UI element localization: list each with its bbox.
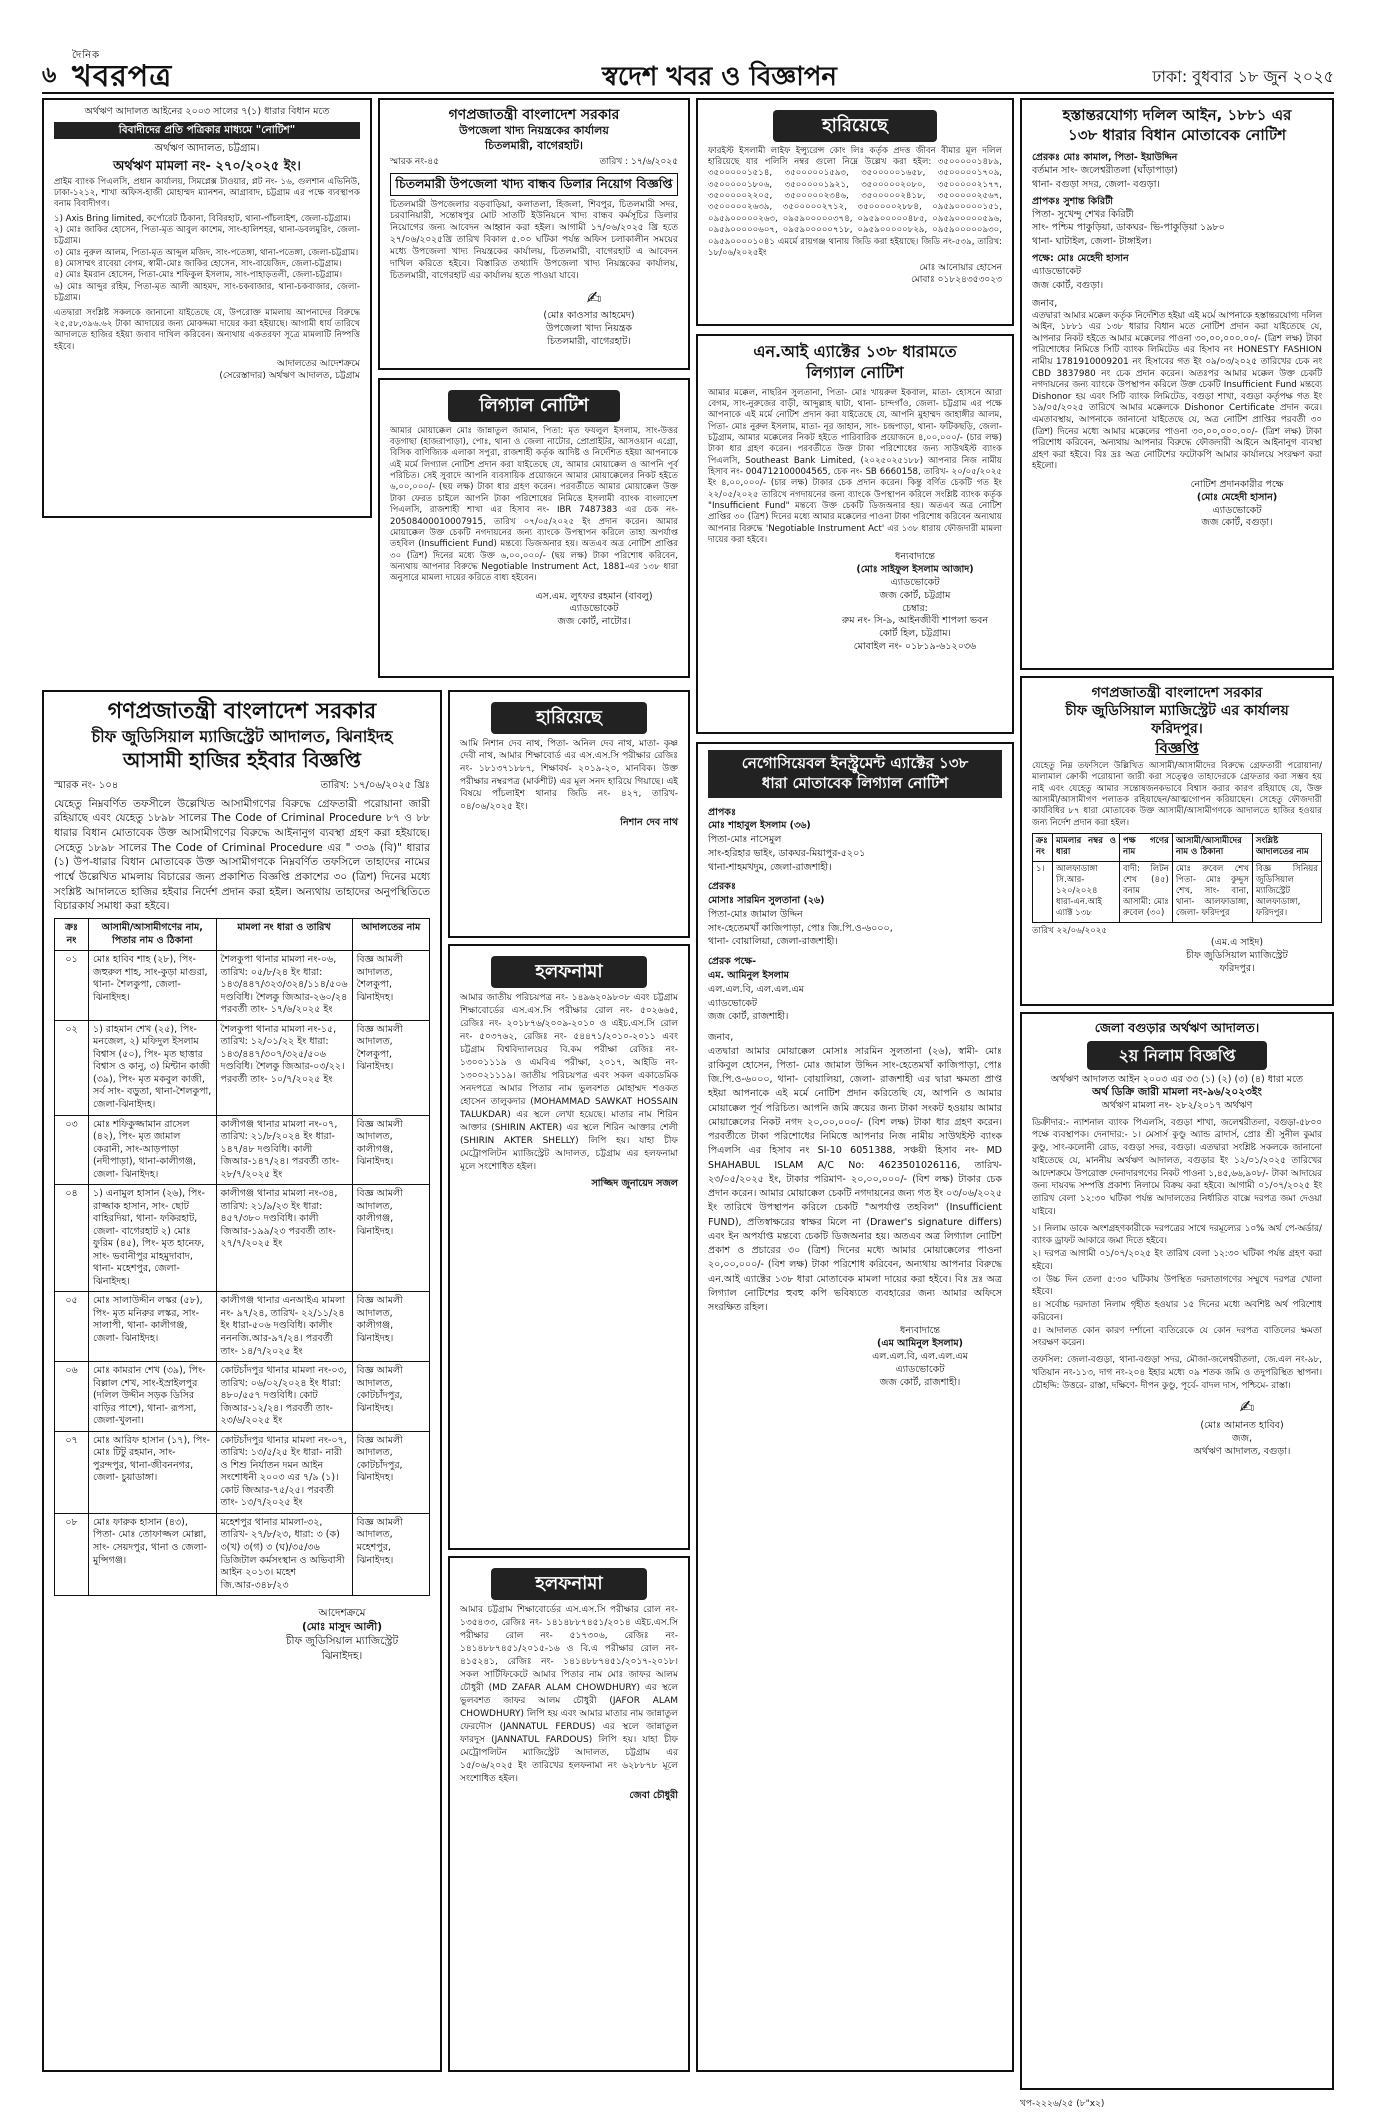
ad13-signature-mark: ✍ xyxy=(1239,1397,1255,1419)
ad7-cell: বিজ্ঞ সিনিয়র জুডিসিয়াল ম্যাজিস্ট্রেট আলফাডাঙ্গা, ফরিদপুর। xyxy=(1252,861,1321,922)
ad4-body: এতদ্বারা আমার মক্কেল কর্তৃক নির্দেশিত হইয়া এই মর্মে আপনাকে হস্তান্তরযোগ্য দলিল আইন, ১৮৮১ এর ১৩৮ ধারার বিধান মতে নোটিশ প্রদান করা যাইতেছে যে, আপনার নিকট হইতে আমার মক্কেলের পাওনা ৩০,০০,০০০.০০/- (ত্রিশ লক্ষ) টাকা পরিশোধের নিমিত্তে সিটি ব্যাংক লিমিটেড এর হিসাব নং HONESTY FASHION নামীয় 1781910009201 নং হিসাবের গত ইং ০৯/০৩/২০২৫ তারিখের চেক নং CBD 3837980 নং চেক প্রদান করেন। অতঃপর আমার মক্কেল উক্ত চেকটি নগদায়নের জন্য ব্যাংকে উপস্থাপন করিলে উক্ত চেকটি Insufficient Fund মন্তব্যে Dishonor হয় এবং সিটি ব্যাংক লিমিটেড, বগুড়া শাখা, বগুড়া কর্তৃপক্ষ গত ইং ১৯/০৫/২০২৫ তারিখে আমার মক্কেলকে Dishonor Certificate প্রদান করে। এমতাবস্থায়, আপনাকে জানানো যাইতেছে যে, অত্র নোটিশ প্রাপ্তির পরবর্তী ৩০ (ত্রিশ) দিনের মধ্যে আমার মক্কেলের পাওনা ৩০,০০,০০০.০০/- (ত্রিশ লক্ষ) টাকা পরিশোধ করিবেন, অন্যথায় আপনার বিরুদ্ধে ফৌজদারী আইনে আইনানুগ ব্যবস্থা গ্রহণ করা হইবে। বিঃ দ্রঃ অত্র নোটিশের ফটোকপি আমার কার্যালয়ে সংরক্ষণ করা হইলো। xyxy=(1032,310,1322,472)
ad8-cell: ০৫ xyxy=(55,1292,89,1362)
ad-legal-notice-natore xyxy=(378,378,690,678)
ad8-cell: ১) এনামুল হাসান (২৬), পিং- রাজ্জাক হাসান, সাং- ছোট বাহিরদিয়া, থানা- ফকিরহাট, জেলা- বাগেরহাট ২) মোঃ ফুরিম (৪৫), পিং- মৃত হানেফ, সাং- ভবানীপুর মাহমুদাবাদ, থানা- মহেশপুর, জেলা-ঝিনাইদহ। xyxy=(89,1185,217,1292)
ad6-sign1: ধন্যবাদান্তে xyxy=(895,551,935,563)
ad13-banner: ২য় নিলাম বিজ্ঞপ্তি xyxy=(1087,1041,1267,1070)
ad7-cell: মোঃ রুবেল শেখ পিতা- মোঃ কুদ্দুস শেখ, সাং- বানা, থানা- আলফাডাঙ্গা, জেলা- ফরিদপুর xyxy=(1172,861,1252,922)
ad8-sign1: আদেশক্রমে xyxy=(318,1607,366,1620)
ad10-sign: সাজ্জিদ জুনায়েদ সজল xyxy=(591,1178,678,1190)
ad13-term: ২। দরপত্র আগামী ০১/০৭/২০২৫ ইং তারিখ বেলা ১২:৩০ ঘটিকা পর্যন্ত গ্রহণ করা হইবে। xyxy=(1032,1249,1322,1272)
ad13-line3: অর্থঋণ মামলা নং- ২৮২/২০১৭ অর্থঋণ xyxy=(1101,1100,1253,1111)
ad2-signature-mark: ✍ xyxy=(586,287,602,309)
ad12-p3d: জজ কোর্ট, রাজশাহী। xyxy=(708,1011,789,1023)
ad-food-dealer-notice xyxy=(378,98,690,370)
ad4-p2: প্রাপকঃ সুশান্ত কিরিটী xyxy=(1032,195,1114,207)
ad2-sign3: চিতলমারী, বাগেরহাট। xyxy=(547,336,631,348)
ad8-cell: মোঃ সালাউদ্দীন লস্কর (৫৮), পিং- মৃত মনিরুর লস্কর, সাং- সালাপী, থানা- কালীগঞ্জ, জেলা- ঝিনাইদহ। xyxy=(89,1292,217,1362)
ad7-table xyxy=(1032,833,1322,923)
ad-code: খপ-২২২৬/২৫ (৮"x২) xyxy=(1020,2099,1105,2109)
ad8-body: যেহেতু নিম্নবর্ণিত তফসীলে উল্লেখিত আসামীগণের বিরুদ্ধে গ্রেফতারী পরোয়ানা জারী রহিয়াছে এবং যেহেতু ১৮৯৮ সালের The Code of Criminal Procedure ৮৭ ও ৮৮ ধারার বিধান মোতাবেক উক্ত আসামীগণের বিরুদ্ধে আইনানুগ ব্যবস্থা গ্রহণ করা হইয়াছে। সেহেতু ১৮৯৮ সালের The Code of Criminal Procedure এর " ৩৩৯ (বি)" ধারার (১) উপ-ধারার বিধান মোতাবেক উক্ত আসামীগণকে নিম্নবর্ণিত তফসিলে তাহাদের নামের পার্শ্বে উল্লেখিত মামলায় বিচারের জন্য প্রকাশিত বিজ্ঞপ্তি প্রকাশের ৩০ (ত্রিশ) দিনের মধ্যে সংশ্লিষ্ট আদালতে হাজির হইবার নির্দেশ প্রদান করা হইল। অন্যথায় তাহাদের অনুপস্থিতিতে বিচারকার্য সমাধা করা হইবে। xyxy=(54,797,430,913)
ad3-banner: হারিয়েছে xyxy=(773,110,938,142)
ad2-title3: চিতলমারী, বাগেরহাট। xyxy=(485,138,583,152)
ad8-cell: ০১ xyxy=(55,951,89,1021)
ad8-cell: বিজ্ঞ আমলী আদালত, কালীগঞ্জ, ঝিনাইদহ। xyxy=(352,1185,429,1292)
ad4-parties xyxy=(1032,151,1322,292)
ad8-cell: কোটচাঁদপুর থানার মামলা নং-০৭, তারিখ: ১৩/৫/২৫ ইং ধারা- নারী ও শিশু নির্যাতন দমন আইন সংশোধনী ২০০৩ এর ৭/৯ (১)। কোট জিআর-৭৫/২৫। পরবর্তী তাং- ১৩/৭/২০২৫ ইং xyxy=(216,1431,352,1513)
table-row xyxy=(55,1020,430,1115)
ad5-sign2: এ্যাডভোকেট xyxy=(569,603,619,615)
ad-lost-insurance xyxy=(696,98,1014,326)
ad4-sign2: (মোঃ মেহেদী হাসান) xyxy=(1196,491,1278,503)
ad11-banner: হলফনামা xyxy=(491,1568,648,1600)
ad10-body: আমার জাতীয় পরিচয়পত্র নং- ১৪৯৬২০৯৮০৮ এবং চট্টগ্রাম শিক্ষাবোর্ডের এস.এস.সি পরীক্ষার রোল নং- ৫০২৬৬৫, রেজিঃ নং- ২০১৮৭৬/২০০৯-২০১০ ও এইচ.এস.সি রোল নং- ৫০৩৭৬২, রেজিঃ নং- ৫৪৪৭১/২০১০-২০১১ এবং চট্টগ্রাম বিশ্ববিদ্যালয়ের বি.কম পরীক্ষা রেজিঃ নং- ১৩০০১১১৯ ও এমবিএ পরীক্ষা, ২০১৭, আইডি নং- ১৩০০২১১১৯। জাতীয় পরিচয়পত্র এবং সকল একাডেমিক সনদপত্রে আমার পিতার নাম ভুলবশত মোহাম্মদ শওকত হোসেন তালুকদার (MOHAMMAD SAWKAT HOSSAIN TALUKDAR) এর স্থলে লেখা হয়েছে। মাতার নাম শিরিন আক্তার (SHIRIN AKTER) এর স্থলে শিরিন আক্তার শেলী (SHIRIN AKTER SHELLY) লিপি হয়। যাহা চীফ মেট্রোপলিটন ম্যাজিস্ট্রেট আদালত, চট্টগ্রাম এর হলফনামা মূলে সংশোধিত হইল। xyxy=(460,992,678,1173)
ad4-sign1: নোটিশ প্রদানকারীর পক্ষে xyxy=(1190,479,1284,491)
ad6-sign6: রুম নং- সি-৯, আইনজীবী শাপলা ভবন xyxy=(841,615,989,627)
ad12-sign1: ধন্যবাদান্তে xyxy=(900,1325,940,1337)
ad1-case: অর্থঋণ মামলা নং- ২৭০/২০২৫ ইং। xyxy=(113,158,301,174)
section-title: স্বদেশ খবর ও বিজ্ঞাপন xyxy=(602,62,837,92)
ad6-title1: এন.আই এ্যাক্টের ১৩৮ ধারামতে xyxy=(753,342,957,361)
ad13-top: জেলা বগুড়ার অর্থঋণ আদালত। xyxy=(1094,1020,1260,1035)
ad12-p1d: থানা-শাহমখদুম, জেলা-রাজশাহী। xyxy=(708,861,832,873)
ad8-sign4: ঝিনাইদহ। xyxy=(321,1649,363,1662)
ad8-cell: কোটচাঁদপুর থানার মামলা নং-০৩, তারিখ: ০৬/০২/২০২৪ ইং ধারা: ৪৮০/৫৫৭ দণ্ডবিধি। কোট জিআর-১২/২৪। পরবর্তী তাং- ২৩/৬/২০২৫ ইং xyxy=(216,1362,352,1432)
ad2-sign2: উপজেলা খাদ্য নিয়ন্ত্রক xyxy=(545,323,632,335)
ad2-title2: উপজেলা খাদ্য নিয়ন্ত্রকের কার্যালয় xyxy=(459,124,609,138)
ad8-cell: বিজ্ঞ আমলী আদালত, কালীগঞ্জ, ঝিনাইদহ। xyxy=(352,1292,429,1362)
ad6-sign2: (মোঃ সাইফুল ইসলাম আজাদ) xyxy=(856,564,974,576)
ad2-body: চিতলমারী উপজেলার বড়বাড়িয়া, কলাতলা, হিজলা, শিবপুর, চিতলমারী সদর, চরবানিয়ারী, সন্তোষপুর মোট সাতটি ইউনিয়নে খাদ্য বান্ধব কর্মসূচির ডিলার নিয়োগের জন্য আবেদন আহ্বান করা হইল। আগামী ১৭/০৬/২০২৫ খ্রি হতে ২৭/০৬/২০২৫খ্রি তারিখ বিকাল ৫.০০ ঘটিকা পর্যন্ত অফিস চলাকালীন সময়ের মধ্যে উপজেলা খাদ্য নিয়ন্ত্রকের কার্যালয়, চিতলমারী, বাগেরহাট এ আবেদন দাখিল করিতে হইবে। বিস্তারিত তথ্যাদি উপজেলা খাদ্য নিয়ন্ত্রকের কার্যালয়, চিতলমারী, বাগেরহাট এর কার্যালয় হতে পাওয়া যাবে। xyxy=(390,199,678,281)
ad13-term: ৪। সর্বোচ্চ দরদাতা নিলাম গৃহীত হওয়ার ১৫ দিনের মধ্যে অবশিষ্ট অর্থ পরিশোধ করিবেন। xyxy=(1032,1300,1322,1323)
ad12-p3c: এ্যাডভোকেট xyxy=(708,997,758,1009)
ad4-p1c: থানা- বগুড়া সদর, জেলা- বগুড়া। xyxy=(1032,178,1160,190)
ad8-cell: মোঃ শফিকুজ্জামান রাসেল (৪২), পিং- মৃত জামাল কেরানী, সাং-আড়পাড়া (নদীপাড়া), থানা-কালীগঞ্জ, জেলা- ঝিনাইদহ। xyxy=(89,1115,217,1185)
ad13-sign2: জজ, xyxy=(1231,1432,1253,1444)
ad1-pre: অর্থঋণ আদালত আইনের ২০০৩ সালের ৭(১) ধারার বিধান মতে xyxy=(84,106,330,117)
ad1-item: ৪) মোসাম্মৎ রাবেয়া বেগম, স্বামী-মোঃ জাকির হোসেন, সাং-বায়েজিদ, জেলা-চট্টগ্রাম। xyxy=(54,259,342,270)
ad1-court: অর্থঋণ আদালত, চট্টগ্রাম। xyxy=(154,143,260,155)
ad12-sign xyxy=(838,1325,1002,1389)
ad12-p2b: পিতা-মোঃ জামাল উদ্দিন xyxy=(708,908,803,920)
ad2-memo: স্মারক নং-৪৫ xyxy=(390,157,440,168)
ad8-cell: বিজ্ঞ আমলী আদালত, শৈলকুপা, ঝিনাইদহ। xyxy=(352,951,429,1021)
ad8-cell: ০৪ xyxy=(55,1185,89,1292)
ad-jhenaidah-notice xyxy=(42,690,442,2072)
ad8-date: তারিখ: ১৭/০৬/২০২৫ খ্রিঃ xyxy=(320,780,430,792)
ad7-col: আসামী/আসামীদের নাম ও ঠিকানা xyxy=(1172,834,1252,861)
ad4-p1b: বর্তমান সাং- জলেশ্বরীতলা (ঘাঁড়াপাড়া) xyxy=(1032,165,1178,177)
ad7-cell: আলফাডাঙ্গা সি.আর- ১২০/২০২৪ ধারা-এন.আই এ্যাক্ট ১৩৮ xyxy=(1052,861,1119,922)
ad13-line1: অর্থঋণ আদালত আইন ২০০৩ এর ৩৩ (১) (২) (৩) (৪) ধারা মতে xyxy=(1050,1073,1304,1085)
ad8-sign xyxy=(254,1606,430,1663)
ad8-cell: ০২ xyxy=(55,1020,89,1115)
ad12-sign5: জজ কোর্ট, রাজশাহী। xyxy=(879,1376,961,1388)
ad7-date: তারিখ ২২/০৬/২০২৫ xyxy=(1032,925,1107,936)
ad13-term: ১। নিলাম ডাকে অংশগ্রহণকারীকে দরপত্রের সাথে দরমূল্যের ১০% অর্থ পে-অর্ডার/ব্যাংক ড্রাফট আকারে জমা দিতে হইবে। xyxy=(1032,1223,1322,1247)
ad4-p1: প্রেরকঃ মোঃ কামাল, পিতা- ইয়াউদ্দিন xyxy=(1032,152,1178,163)
ad13-line2: অর্থ ডিক্রি জারী মামলা নং-৯৬/২০২৩ইং xyxy=(1092,1086,1262,1099)
ad7-col: মামলার নম্বর ও ধারা xyxy=(1052,834,1119,861)
table-row xyxy=(55,951,430,1021)
ad8-cell: মোঃ আরিফ হাসান (১৭), পিং- মোঃ টিটু রহমান, সাং- পুরন্দপুর, থানা-জীবননগর, জেলা- চুয়াডাঙ্গা। xyxy=(89,1431,217,1513)
table-row xyxy=(55,1115,430,1185)
ad-auction-notice xyxy=(1020,1012,1334,2090)
table-row xyxy=(55,1513,430,1595)
ad8-memo-row xyxy=(54,779,430,792)
ad7-cell: ১। xyxy=(1033,861,1053,922)
ad11-sign: জেবা চৌধুরী xyxy=(629,1790,678,1802)
ad7-col: সংশ্লিষ্ট আদালতের নাম xyxy=(1252,834,1321,861)
ad8-cell: মোঃ হাবিব শাহ (২৮), পিং- জহুরুল শাহ, সাং-কুড়া মাগুরা, থানা- শৈলকুপা, জেলা- ঝিনাইদহ। xyxy=(89,951,217,1021)
ad8-memo: স্মারক নং- ১০৪ xyxy=(54,780,119,792)
ad12-p1: প্রাপকঃ xyxy=(708,806,737,818)
ad6-body: আমার মক্কেল, নাছরিন সুলতানা, পিতা- মোঃ খায়রুল ইকবাল, মাতা- হোসনে আরা বেগম, সাং-নুরুজের বাড়ী, আব্দুল্লাহ ঘাটা, থানা- চান্দগাঁও, জেলা- চট্টগ্রাম এর পক্ষে আপনাকে এই মর্মে নোটিশ প্রদান করা যাইতেছে যে, আপনি মুহাম্মদ জাহাঙ্গীর আলম, পিতা- মোঃ নুরুল ইসলাম, মাতা- নূর জাহান, সাং- চন্দ্রপাড়া, থানা- ফটিকছড়ি, জেলা- চট্টগ্রাম, আমার মক্কেলের নিকট হইতে পারিবারিক প্রয়োজনে ৪,০০,০০০/- (চার লক্ষ) টাকা ধার গ্রহণ করেন। পরবর্তীতে উক্ত টাকা পরিশোধের জন্য সাউথইস্ট ব্যাংক পিএলসি, Southeast Bank Limited, (২০২৫০২৫১৮৮) আপনার নিজ নামীয় হিসাব নং- 004712100004565, চেক নং- SB 6660158, তারিখ- ২০/০৫/২০২৫ ইং ৪,০০,০০০/- (চার লক্ষ) টাকার চেক প্রদান করেন। কিন্তু বর্ণিত চেকটি গত ইং ২২/০৫/২০২৫ তারিখে নগদায়নের জন্য ব্যাংকে উপস্থাপন করিলে সংশ্লিষ্ট ব্যাংক কর্তৃক "Insufficient Fund" মন্তব্যে উক্ত চেকটি ডিজঅনার হয়। অতএব অত্র নোটিশ প্রাপ্তির ৩০ (ত্রিশ) দিনের মধ্যে আমার মক্কেলের পাওনা টাকা পরিশোধ করিবেন অন্যথায় আপনার বিরুদ্ধে 'Negotiable Instrument Act' এর ১৩৮ ধারায় ফৌজদারী মামলা দায়ের করা হইবে। xyxy=(708,387,1002,546)
page-number: ৬ xyxy=(42,63,57,88)
ad9-banner: হারিয়েছে xyxy=(491,702,648,734)
ad-ni-act-notice-ctg xyxy=(696,334,1014,734)
page-header xyxy=(42,52,1334,92)
ad4-title2: ১৩৮ ধারার বিধান মোতাবেক নোটিশ xyxy=(1067,125,1287,144)
ad8-cell: কালীগঞ্জ থানার মামলা নং-০৭, তারিখ: ২১/৮/২০২৪ ইং ধারা- ১৪৭/৪৮ দণ্ডবিধি। কালী জিআর-১৪৭/২৪। পরবর্তী তাং- ২৮/৭/২০২৫ ইং xyxy=(216,1115,352,1185)
ad8-rows xyxy=(55,951,430,1596)
ad3-phone: মোবাঃ ০১৮২৪৩৫৩০২৩ xyxy=(911,275,1002,286)
ad8-col: মামলা নং ধারা ও তারিখ xyxy=(216,919,352,951)
ad12-title1: নেগোসিয়েবল ইনস্ট্রুমেন্ট এ্যাক্টের ১৩৮ xyxy=(741,754,969,772)
ad7-title2: চীফ জুডিসিয়াল ম্যাজিস্ট্রেট এর কার্যালয় xyxy=(1065,703,1289,720)
ad12-greeting: জনাব, xyxy=(708,1032,734,1044)
ad13-term: ৫। আদালত কোন কারণ দর্শানো ব্যতিরেকে যে কোন দরপত্র বাতিলের ক্ষমতা সংরক্ষণ করেন। xyxy=(1032,1325,1322,1349)
ad1-banner: বিবাদীদের প্রতি পত্রিকার মাধ্যমে "নোটিশ" xyxy=(54,122,360,140)
ad12-p2d: থানা- বোয়ালিয়া, জেলা-রাজশাহী। xyxy=(708,936,838,948)
ad9-sign: নিশান দেব নাথ xyxy=(620,817,678,829)
ad2-sign xyxy=(500,310,678,348)
ad12-p3b: এল.এল.বি, এল.এল.এম xyxy=(708,983,804,995)
ad8-cell: ০৮ xyxy=(55,1513,89,1595)
ad7-cell: বাদী: লিটন শেখ (৪৫) বনাম আসামী: মোঃ রুবেল (৩০) xyxy=(1119,861,1172,922)
ad6-sign7: কোর্ট হিল, চট্টগ্রাম। xyxy=(879,628,951,640)
ad7-sign1: (এম.এ সাইদ) xyxy=(1210,937,1264,948)
ad6-sign xyxy=(828,551,1002,654)
ad7-sign2: চীফ জুডিসিয়াল ম্যাজিস্ট্রেট xyxy=(1186,949,1288,961)
ad8-col: আদালতের নাম xyxy=(352,919,429,951)
ad8-title1: গণপ্রজাতন্ত্রী বাংলাদেশ সরকার xyxy=(107,699,377,724)
ad12-p1c: সাং-হরিহার ভাইং, ডাকঘর-মিয়াপুর-৫২০১ xyxy=(708,847,866,859)
table-row xyxy=(55,1362,430,1432)
ad4-p2d: থানা- ঘাটাইল, জেলা- টাঙ্গাইল। xyxy=(1032,235,1152,247)
ad10-banner: হলফনামা xyxy=(491,956,648,988)
ad7-banner: বিজ্ঞপ্তি xyxy=(1155,738,1199,757)
ad13-term: ৩। উচ্চ দিন তেলা ৫:৩০ ঘটিকায় উপস্থিত দরদাতাগণের সম্মুখে দরপত্র খোলা হইবে। xyxy=(1032,1274,1322,1298)
ad7-col: ক্রঃ নং xyxy=(1033,834,1053,861)
ad2-title1: গণপ্রজাতন্ত্রী বাংলাদেশ সরকার xyxy=(448,107,620,123)
ad6-sign3: এ্যাডভোকেট xyxy=(890,577,940,589)
ad8-cell: ০৭ xyxy=(55,1431,89,1513)
ad9-body: আমি নিশান দেব নাথ, পিতা- অনিল দেব নাথ, মাতা- কৃষ্ণ দেবী নাথ, আমার শিক্ষাবোর্ড এর এস.এস.সি পরীক্ষার রেজিঃ নং- ১৮১৩৭১৮৮৭, শিক্ষাবর্ষ- ২০১৯-২০, মানবিক। উক্ত পরীক্ষার নম্বরপত্র (মার্কশীট) এর মূল সনদ হারিয়ে গিয়াছে। এই বিষয়ে পাঁচলাইশ থানার জিডি নং- ৪২৭, তারিখ- ০৪/০৬/২০২৫ ইং। xyxy=(460,738,678,812)
ad13-sign3: অর্থঋণ আদালত, বগুড়া। xyxy=(1193,1445,1291,1457)
ad8-cell: কালীগঞ্জ থানার এনআইএ মামলা নং- ৯৭/২৪, তারিখ- ২২/১১/২৪ ইং ধারা-৫০৬ দণ্ডবিধি। কালীং নননজি.আর-৯৭/২৪। পরবর্তী তাং- ১৪/৭/২০২৫ ইং xyxy=(216,1292,352,1362)
masthead-text: খবরপত্র xyxy=(72,59,173,94)
ad4-greeting: জনাব, xyxy=(1032,297,1058,309)
ad7-sign3: ফরিদপুর। xyxy=(1219,962,1255,974)
ad8-cell: মোঃ ফারুক হাসান (৪৩), পিতা- মোঃ তোফাজ্জল মোল্লা, সাং- সেয়দপুর, থানা ও জেলা- মুন্সিগঞ্জ। xyxy=(89,1513,217,1595)
ad8-cell: বিজ্ঞ আমলী আদালত, মহেশপুর, ঝিনাইদহ। xyxy=(352,1513,429,1595)
ad13-schedule: তফসিল: জেলা-বগুড়া, থানা-বগুড়া সদর, মৌজা-জলেশ্বরীতলা, জে.এল নং-৯৮, খতিয়ান নং-১১৩, দাগ নং-২০৪ ইহার মধ্যে ০৯ শতক জমি ও তদুপরিস্থিত স্থাপনা। চৌহদ্দি: উত্তরে- রাস্তা, দক্ষিণে- দীপন কুণ্ডু, পূর্বে- বাদল দাস, পশ্চিমে- রাস্তা। xyxy=(1032,1355,1322,1391)
ad3-body: ফারইস্ট ইসলামী লাইফ ইন্স্যুরেন্স কোং লিঃ কর্তৃক প্রদত্ত জীবন বীমার মূল দলিল হারিয়েছে যার পলিসি নম্বর গুলো নিম্নে উল্লেখ করা হইল: ৩৫০০০০০১৪৮৯, ৩৫০০০০০১৫১৪, ৩৫০০০০০১৫৯৩, ৩৫০০০০০১৬৫৮, ৩৫০০০০০১৭০৯, ৩৫০০০০০১৮০৬, ৩৫০০০০০১৯২১, ৩৫০০০০০২০৮০, ৩৫০০০০০২১৭৭, ৩৫০০০০০২২০৫, ৩৫০০০০০২৩৪৬, ৩৫০০০০০২৪১৮, ৩৫০০০০০২৫৬৭, ৩৫০০০০০২৬৩৯, ৩৫০০০০০২৭১২, ৩৫০০০০০২৮৮৪, ০৯৫৯০০০০০১৫১, ০৯৫৯০০০০০২৬৩, ০৯৫৯০০০০০৩৭৪, ০৯৫৯০০০০০৪৮৫, ০৯৫৯০০০০০৫৯৬, ০৯৫৯০০০০০৬০৭, ০৯৫৯০০০০০৭১৮, ০৯৫৯০০০০০৮২৯, ০৯৫৯০০০০০৯৩০, ০৯৫৯০০০০১০৪১ এমর্মে রায়গঞ্জ থানায় জিডি করা হইয়াছে। জিডি নং-৫৩৯, তারিখ: ১৮/০৬/২০২৫ইং xyxy=(708,145,1002,258)
ad12-p2: প্রেরকঃ xyxy=(708,881,736,893)
ad4-sign xyxy=(1152,479,1322,530)
ad7-title1: গণপ্রজাতন্ত্রী বাংলাদেশ সরকার xyxy=(1091,685,1263,701)
ad8-cell: বিজ্ঞ আমলী আদালত, কোটচাঁদপুর, ঝিনাইদহ। xyxy=(352,1362,429,1432)
ad4-p2b: পিতা- সুখেন্দু শেখর কিরিটী xyxy=(1032,209,1134,221)
ad12-p1a: মোঃ শাহাবুল ইসলাম (৩৬) xyxy=(708,820,811,832)
ad1-body: প্রাইম ব্যাংক পিএলসি, প্রধান কার্যালয়, সিমপ্লেক্স টাওয়ার, প্লট নং- ১৬, গুলশান এভিনিউ, ঢাকা-১২১২, শাখা অফিস-হাজী মোহাম্মদ ম্যানশন, আগ্রাবাদ, চট্টগ্রাম এর পক্ষে ব্যবস্থাপক বনাম বিবাদীগণ। xyxy=(54,176,360,210)
ad1-defendants xyxy=(54,214,360,305)
ad8-cell: কালীগঞ্জ থানার মামলা নং-৩৪, তারিখ: ২১/৯/২৩ ইং ধারা: ৪৫৭/৩৮০ দণ্ডবিধি। কালী জিআর-১৯৯/২৩ পরবর্তী তাং- ২৭/৭/২০২৫ ইং xyxy=(216,1185,352,1292)
ad13-terms xyxy=(1032,1223,1322,1351)
ad-ni-act-notice-rajshahi xyxy=(696,742,1014,2072)
ad-affidavit-2 xyxy=(448,1556,690,2072)
ad4-p3c: জজ কোর্ট, বগুড়া। xyxy=(1032,279,1104,291)
ad-lost-marksheet xyxy=(448,690,690,938)
table-row xyxy=(55,1292,430,1362)
ad1-item: ২) মোঃ জাকির হোসেন, পিতা-মৃত আবুল কাশেম, সাং-হালিশহর, থানা-ডবলমুরিং, জেলা-চট্টগ্রাম। xyxy=(54,225,360,247)
ad5-sign3: জজ কোর্ট, নাটোর। xyxy=(557,616,631,628)
ad12-p3: প্রেরক পক্ষে- xyxy=(708,956,757,968)
ad1-closing: এতদ্বারা সংশ্লিষ্ট সকলকে জানানো যাইতেছে যে, উপরোক্ত মামলায় আপনাদের বিরুদ্ধে ২৫,৫৮,৩৯৬.৬২ টাকা আদায়ের জন্য মোকদ্দমা দায়ের করা হইয়াছে। আগামী ধার্য তারিখে আদালতে হাজির হইয়া জবাব দাখিল করিবেন। অন্যথায় একতরফা সূত্রে মামলাটি নিষ্পত্তি হইবে। xyxy=(54,307,360,352)
ad3-sign: মোঃ আনোয়ার হোসেন xyxy=(919,263,1002,274)
ad4-p3: পক্ষে: মোঃ মেহেদী হাসান xyxy=(1032,253,1129,265)
ad13-sign1: (মোঃ আমানত হাবিব) xyxy=(1200,1420,1284,1432)
ad12-p1b: পিতা-মোঃ নাসেমুল xyxy=(708,834,782,846)
ad8-cell: মহেশপুর থানার মামলা-৩২, তারিখ- ২৭/৮/২৩, ধারা: ৩ (ক) ৩(খ) ৩(গ) ৩ (ঘ)/৩৫/৩৬ ডিজিটাল কর্মসংস্থান ও অভিবাসী আইন ২০১৩। মহেশ জি.আর-৩৪৮/২৩ xyxy=(216,1513,352,1595)
ad12-title-block xyxy=(708,750,1002,798)
ad7-sign xyxy=(1152,937,1322,975)
ad2-heading: চিতলমারী উপজেলা খাদ্য বান্ধব ডিলার নিয়োগ বিজ্ঞপ্তি xyxy=(390,173,678,196)
ad6-sign5: চেম্বার: xyxy=(902,602,928,614)
ad7-title3: ফরিদপুর। xyxy=(1151,721,1203,738)
header-rule xyxy=(42,92,1334,94)
ad12-p2c: সাং-হেতেমখাঁ কাজিপাড়া, পোঃ জি.পি.ও-৬০০০, xyxy=(708,922,893,934)
ad4-sign4: জজ কোর্ট, বগুড়া। xyxy=(1201,517,1273,529)
ad12-parties xyxy=(708,806,1002,1024)
ad5-sign xyxy=(510,591,678,629)
ad1-item: ৫) মোঃ ইমরান হোসেন, পিতা-মোঃ শফিকুল ইসলাম, সাং-পাহাড়তলী, জেলা-চট্টগ্রাম। xyxy=(54,270,343,281)
ad12-p3a: এম. আমিনুল ইসলাম xyxy=(708,970,789,982)
ad8-cell: ০৩ xyxy=(55,1115,89,1185)
ad4-p3b: এ্যাডভোকেট xyxy=(1032,266,1082,278)
ad-affidavit-1 xyxy=(448,944,690,1550)
ad12-title2: ধারা মোতাবেক লিগ্যাল নোটিশ xyxy=(761,773,949,792)
ad8-cell: শৈলকুপা থানার মামলা নং-১৫, তারিখ: ১২/০১/২২ ইং ধারা: ১৪৩/৪৪৭/৩০৭/৩২৫/৫০৬ দণ্ডবিধি। শৈলকু জিআর-০৩/২২। পরবর্তী তাং- ১০/৭/২০২৫ ইং xyxy=(216,1020,352,1115)
ad8-col: আসামী/আসামীগণের নাম, পিতার নাম ও ঠিকানা xyxy=(89,919,217,951)
ad12-p2a: মোসাঃ সারমিন সুলতানা (২৬) xyxy=(708,895,825,907)
ad4-sign3: এ্যাডভোকেট xyxy=(1212,504,1262,516)
ad2-sign1: (মোঃ কাওসার আহমেদ) xyxy=(543,310,635,322)
ad8-cell: শৈলকুপা থানার মামলা নং-০৬, তারিখ: ০৫/৮/২৪ ইং ধারা: ১৪৩/৪৪৭/৩২৩/৩২৪/১১৪/৫০৬ দণ্ডবিধি। শৈলকু জিআর-২৬০/২৪ পরবর্তী তাং- ১৭/৬/২০২৫ ইং xyxy=(216,951,352,1021)
ad8-col: ক্রঃ নং xyxy=(55,919,89,951)
ad8-title2: চীফ জুডিসিয়াল ম্যাজিস্ট্রেট আদালত, ঝিনাইদহ xyxy=(91,726,393,746)
masthead-logo xyxy=(72,52,172,103)
ad4-p2c: সাং- পশ্চিম পাকুড়িয়া, ডাকঘর- ভি-পাকুড়িয়া ১৯৮০ xyxy=(1032,222,1225,234)
ad1-sign1: আদালতের আদেশক্রমে xyxy=(276,358,360,369)
ad8-cell: বিজ্ঞ আমলী আদালত, কালীগঞ্জ, ঝিনাইদহ। xyxy=(352,1115,429,1185)
ad4-title1: হস্তান্তরযোগ্য দলিল আইন, ১৮৮১ এর xyxy=(1062,106,1292,124)
table-row xyxy=(55,1185,430,1292)
ad6-sign8: মোবাইল নং- ০১৮১৯-৬১২০৩৬ xyxy=(853,641,977,653)
ad8-cell: বিজ্ঞ আমলী আদালত, কোটচাঁদপুর, ঝিনাইদহ। xyxy=(352,1431,429,1513)
ad-deed-138-notice xyxy=(1020,98,1334,670)
ad8-table xyxy=(54,918,430,1596)
ad2-memo-row xyxy=(390,157,678,169)
ad2-date: তারিখ : ১৭/৬/২০২৫ xyxy=(599,157,678,168)
ad12-sign2: (এম আমিনুল ইসলাম) xyxy=(877,1338,963,1350)
ad5-body: আমার মোয়াক্কেল মোঃ জান্নাতুল জামান, পিতা: মৃত ফযলুল ইসলাম, সাং-উত্তর বড়গাছা (হাজরাপাড়া), পোঃ, থানা ও জেলা নাটোর, প্রোপ্রাইটর, আসওয়ান এগ্রো, বিসিক বাণিজ্যিক এলাকা সপুরা, রাজশাহী কর্তৃক আদিষ্ট ও নির্দেশিত হইয়া আপনাকে এই মর্মে লিগ্যাল নোটিশ প্রদান করা যাইতেছে যে, আমার মোয়াক্কেল ও আপনি পূর্ব পরিচিত। সেই সুবাদে আপনি ব্যবসায়িক প্রয়োজনে আমার মোয়াক্কেলের নিকট হইতে ৬,০০,০০০/- (ছয় লক্ষ) টাকা ধার গ্রহণ করেন। পরবর্তীতে আমার মোয়াক্কেল উক্ত টাকা ফেরত চাইলে আপনি টাকা পরিশোধের নিমিত্তে ইসলামী ব্যাংক বাংলাদেশ পিএলসি, রাজশাহী শাখা এর হিসাব নং- IBR 7487383 এর চেক নং- 20508400010007915, তারিখ ০৭/০৫/২০২৫ ইং প্রদান করেন। আমার মোয়াক্কেল উক্ত চেকটি নগদায়নের জন্য ব্যাংকে উপস্থাপন করিলে তাহা অপর্যাপ্ত তহবিল (Insufficient Fund) মন্তব্যে ডিজঅনার হয়। অতএব অত্র নোটিশ প্রাপ্তির ৩০ (ত্রিশ) দিনের মধ্যে উক্ত ৬,০০,০০০/- (ছয় লক্ষ) টাকা পরিশোধ করিবেন, অন্যথায় আপনার বিরুদ্ধে Negotiable Instrument Act, 1881-এর ১৩৮ ধারা অনুসারে মামলা দায়ের করিতে বাধ্য হইবেন। xyxy=(390,425,678,584)
table-row xyxy=(55,1431,430,1513)
ad6-sign4: জজ কোর্ট, চট্টগ্রাম xyxy=(879,589,951,601)
ad-arthorin-notice xyxy=(42,98,372,518)
ad13-sign xyxy=(1162,1420,1322,1458)
ad1-item: ১) Axis Bring limited, কর্পোরেট ঠিকানা, বিবিরহাট, থানা-পাঁচলাইশ, জেলা-চট্টগ্রাম। xyxy=(54,213,351,224)
ad8-cell: মোঃ কামরান শেখ (৩৯), পিং- বিল্লাল শেখ, সাং-ইস্রাইলপুর (দলিল উদ্দীন সড়ক ডিসির বাড়ির পাশে), থানা- রূপসা, জেলা-খুলনা। xyxy=(89,1362,217,1432)
ad-faridpur-notice xyxy=(1020,676,1334,1006)
ad8-cell: বিজ্ঞ আমলী আদালত, শৈলকুপা, ঝিনাইদহ। xyxy=(352,1020,429,1115)
ad5-banner: লিগ্যাল নোটিশ xyxy=(448,390,621,422)
ad1-item: ৬) মোঃ আব্দুর রহিম, পিতা-মৃত আলী আহমদ, সাং-চকবাজার, থানা-চকবাজার, জেলা-চট্টগ্রাম। xyxy=(54,281,360,304)
ad8-title3: আসামী হাজির হইবার বিজ্ঞপ্তি xyxy=(123,748,361,773)
ad1-item: ৩) মোঃ নুরুল আলম, পিতা-মৃত আব্দুল মজিদ, সাং-পতেঙ্গা, থানা-পতেঙ্গা, জেলা-চট্টগ্রাম। xyxy=(54,247,359,258)
ad6-title2: লিগ্যাল নোটিশ xyxy=(806,362,904,382)
dateline: ঢাকা: বুধবার ১৮ জুন ২০২৫ xyxy=(1152,67,1334,86)
ad5-sign1: এস.এম. লুৎফর রহমান (বাবলু) xyxy=(535,590,653,602)
table-row xyxy=(1033,861,1322,922)
ad12-sign3: এল.এল.বি, এল.এল.এম xyxy=(872,1350,968,1362)
ad12-body: এতদ্বারা আমার মোয়াক্কেল মোসাঃ সারমিন সুলতানা (২৬), স্বামী- মোঃ রাকিবুল হোসেন, পিতা- মোঃ জামাল উদ্দিন সাং-হেতেমখাঁ কাজিপাড়া, পোঃ জি.পি.ও-৬০০০, থানা- বোয়ালিয়া, জেলা- রাজশাহী এর দ্বারা ক্ষমতা প্রাপ্ত হইয়া আপনাকে এই মর্মে নোটিশ প্রদান করিতেছি যে, আপনি ও আমার মোয়াক্কেল পূর্ব পরিচিত। আপনি জমি ক্রয়ের জন্য টাকা সংকট হওয়ায় আমার মোয়াক্কেলের নিকট নগদ ২০,০০,০০০/- (বিশ লক্ষ) টাকা ধার গ্রহণ করেন। পরবর্তীতে টাকা পরিশোধের নিমিত্তে আপনার নিজ নামীয় সাউথইস্ট ব্যাংক পিএলসি এর হিসাব নং SI-10 6051388, সঞ্চয়ী হিসাব নং- MD SHAHABUL ISLAM A/C No: 4623501026116, তারিখ- ২৩/০৫/২০২৫ ইং, টাকার পরিমাণ- ২০,০০,০০০/- (বিশ লক্ষ) টাকার চেক প্রদান করেন। আমার মোয়াক্কেল চেকটি নগদায়নের জন্য গত ইং ০৩/০৬/২০২৫ ইং তারিখে উপস্থাপন করিলে চেকটি "অপর্যাপ্ত তহবিল" (Insufficient FUND), প্রতিস্বাক্ষরের স্বাক্ষর মিলে না (Drawer's signature differs) এবং ইন অপর্যাপ্ত মন্তব্যে চেকটি ডিজঅনার হয়। অতএব অত্র লিগ্যাল নোটিশ প্রকাশ ও প্রচারের ৩০ (ত্রিশ) দিনের মধ্যে আমার মোয়াক্কেলের পাওনা ২০,০০,০০০/- (বিশ লক্ষ) টাকা পরিশোধ করিবেন, অন্যথায় আপনার বিরুদ্ধে এন.আই এ্যাক্টের ১৩৮ ধারা মোতাবেক মামলা দায়ের করা হইবে। বিঃ দ্রঃ অত্র লিগ্যাল নোটিশের হুবহু কপি ভবিষ্যতে ব্যবহারের জন্য আমার অফিসে সংরক্ষিত রহিল। xyxy=(708,1045,1002,1314)
ad11-body: আমার চট্টগ্রাম শিক্ষাবোর্ডের এস.এস.সি পরীক্ষার রোল নং- ১৩৫৪৩৩, রেজিঃ নং- ১৪১৪৮৮৭৪৫১/২০১৪ এইচ.এস.সি পরীক্ষার রোল নং- ৫১৭৩০৬, রেজিঃ নং- ১৪১৪৮৮৭৪৫১/২০১৫-১৬ ও বি.এ পরীক্ষার রোল নং- ৪১৫২৪১, রেজিঃ নং- ১৪১৪৮৮৭৪৫১/২০১৭-২০১৮। সকল সার্টিফিকেটে আমার পিতার নাম মোঃ জাফর আলম চৌধুরী (MD ZAFAR ALAM CHOWDHURY) এর স্থলে ভুলবশত জাফর আলম চৌধুরী (JAFOR ALAM CHOWDHURY) লিপি হয় এবং আমার মাতার নাম জান্নাতুল ফেরদৌস (JANNATUL FERDUS) এর স্থলে জান্নাতুল ফারদুস (JANNATUL FARDOUS) লিপি হয়। যাহা চীফ মেট্রোপলিটন ম্যাজিস্ট্রেট আদালত, চট্টগ্রাম এর ১৫/০৬/২০২৫ ইং তারিখের হলফনামা নং ৬২৮৮৭৮ মূলে সংশোধিত হইল। xyxy=(460,1604,678,1785)
ad8-cell: ১) রাহমান শেখ (২৫), পিং- মনজেল, ২) মফিদুল ইসলাম বিশ্বাস (৫০), পিং- মৃত ছাত্তার বিশ্বাস ও কানু, ৩) মিন্টান কাজী (৩৯), পিং- মৃত মকবুল কাজী, সর্ব সাং- বড়ুতা, থানা-শৈলকুপা, জেলা-ঝিনাইদহ। xyxy=(89,1020,217,1115)
ad1-sign2: (সেরেস্তাদার) অর্থঋণ আদালত, চট্টগ্রাম xyxy=(219,370,360,381)
ad7-col: পক্ষ গণের নাম xyxy=(1119,834,1172,861)
ad8-sign3: চীফ জুডিসিয়াল ম্যাজিস্ট্রেট xyxy=(285,1635,399,1648)
ad7-body: যেহেতু নিম্ন তফসিলে উল্লিখিত আসামী/আসামীদের বিরুদ্ধে গ্রেফতারী পরোয়ানা/মালামাল ক্রোকী পরোয়ানা জারী করা সত্ত্বেও তাহাদেরকে গ্রেফতার করা সম্ভব হয় নাই এবং যেহেতু আমার সন্তোষজনকভাবে বিশ্বাস করার কারণ রহিয়াছে যে, উক্ত আসামী/আসামীগণ পলাতক রহিয়াছেন/আত্মগোপন করিয়াছেন। সেহেতু ফৌজদারী কার্যবিধির ৮৭ ধারা মোতাবেক উক্ত আসামী/আসামীগণকে আদালতে হাজির হওয়ার জন্য নির্দেশ প্রদান করা হইল। xyxy=(1032,761,1322,828)
masthead-small: দৈনিক xyxy=(72,50,101,61)
ad8-cell: ০৬ xyxy=(55,1362,89,1432)
ad13-body: ডিক্রীদার:- ন্যাশনাল ব্যাংক পিএলসি, বগুড়া শাখা, জলেশ্বরীতলা, বগুড়া-৫৮০০ পক্ষে ব্যবস্থাপক। দেনাদার:- ১। মেসার্স কুণ্ডু অ্যান্ড ব্রাদার্স, প্রোঃ শ্রী সুনীল কুমার কুণ্ডু, সাং-কলোনী রোড, বগুড়া সদর, বগুড়া। এতদ্বারা সংশ্লিষ্ট সকলকে জানানো যাইতেছে যে, মাননীয় অর্থঋণ আদালত, বগুড়ার ইং ১২/০১/২০২৫ তারিখের আদেশক্রমে উপরোক্ত দেনাদারগণের নিকট পাওনা ১,৪৫,৬৬,৯০৮/- টাকা আদায়ের জন্য দায়বদ্ধ সম্পত্তি প্রকাশ্য নিলামে বিক্রয় করা হইবে। আগামী ০১/০৭/২০২৫ ইং তারিখ বেলা ১২:৩০ ঘটিকা পর্যন্ত আদালতের নির্ধারিত বাক্সে দরপত্র জমা দেওয়া যাইবে। xyxy=(1032,1117,1322,1217)
ad12-sign4: এ্যাডভোকেট xyxy=(895,1363,945,1375)
ad8-sign2: (মোঃ মাসুদ আলী) xyxy=(301,1621,383,1634)
